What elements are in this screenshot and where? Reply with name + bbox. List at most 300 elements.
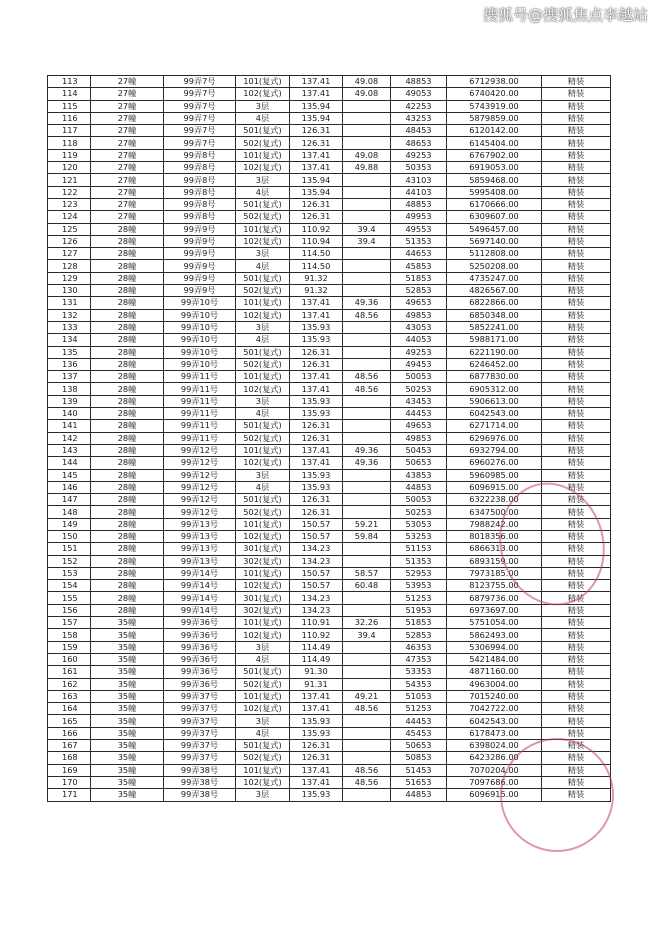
total-price-cell: 6347500.00 (447, 506, 542, 518)
unit-cell: 101(复式) (236, 518, 290, 530)
row-number: 165 (48, 715, 91, 727)
total-price-cell: 6740420.00 (447, 88, 542, 100)
row-number: 161 (48, 666, 91, 678)
building-cell: 28幢 (91, 285, 164, 297)
area-cell: 91.32 (290, 285, 343, 297)
row-number: 145 (48, 469, 91, 481)
row-number: 154 (48, 580, 91, 592)
extra-area-cell: 49.08 (343, 149, 391, 161)
building-cell: 27幢 (91, 149, 164, 161)
building-cell: 28幢 (91, 297, 164, 309)
finish-cell: 精装 (542, 321, 611, 333)
building-cell: 35幢 (91, 776, 164, 788)
row-number: 168 (48, 752, 91, 764)
total-price-cell: 5421484.00 (447, 653, 542, 665)
address-cell: 99弄13号 (164, 530, 236, 542)
area-cell: 135.93 (290, 789, 343, 801)
unit-cell: 3层 (236, 789, 290, 801)
area-cell: 137.41 (290, 88, 343, 100)
unit-price-cell: 49253 (391, 149, 447, 161)
unit-price-cell: 49553 (391, 223, 447, 235)
total-price-cell: 6042543.00 (447, 408, 542, 420)
extra-area-cell: 49.36 (343, 297, 391, 309)
table-row (48, 223, 611, 235)
table-row (48, 666, 611, 678)
total-price-cell: 6767902.00 (447, 149, 542, 161)
total-price-cell: 8018356.00 (447, 530, 542, 542)
extra-area-cell: 49.21 (343, 690, 391, 702)
unit-cell: 502(复式) (236, 358, 290, 370)
row-number: 137 (48, 371, 91, 383)
building-cell: 28幢 (91, 420, 164, 432)
unit-cell: 501(复式) (236, 272, 290, 284)
area-cell: 137.41 (290, 764, 343, 776)
address-cell: 99弄7号 (164, 112, 236, 124)
finish-cell: 精装 (542, 727, 611, 739)
unit-price-cell: 51253 (391, 592, 447, 604)
finish-cell: 精装 (542, 629, 611, 641)
extra-area-cell (343, 125, 391, 137)
total-price-cell: 5751054.00 (447, 617, 542, 629)
area-cell: 134.23 (290, 592, 343, 604)
finish-cell: 精装 (542, 198, 611, 210)
table-row (48, 76, 611, 88)
extra-area-cell (343, 740, 391, 752)
area-cell: 110.94 (290, 235, 343, 247)
address-cell: 99弄37号 (164, 752, 236, 764)
area-cell: 135.93 (290, 395, 343, 407)
area-cell: 134.23 (290, 604, 343, 616)
area-cell: 137.41 (290, 149, 343, 161)
table-row (48, 629, 611, 641)
unit-price-cell: 44103 (391, 186, 447, 198)
unit-price-cell: 51953 (391, 604, 447, 616)
extra-area-cell: 48.56 (343, 703, 391, 715)
table-row (48, 420, 611, 432)
building-cell: 28幢 (91, 248, 164, 260)
price-list-sheet (47, 75, 611, 802)
unit-cell: 101(复式) (236, 444, 290, 456)
extra-area-cell (343, 334, 391, 346)
unit-price-cell: 49053 (391, 88, 447, 100)
area-cell: 137.41 (290, 309, 343, 321)
address-cell: 99弄36号 (164, 653, 236, 665)
row-number: 156 (48, 604, 91, 616)
row-number: 113 (48, 76, 91, 88)
unit-cell: 4层 (236, 727, 290, 739)
finish-cell: 精装 (542, 444, 611, 456)
row-number: 149 (48, 518, 91, 530)
table-row (48, 174, 611, 186)
extra-area-cell: 49.88 (343, 162, 391, 174)
table-row (48, 617, 611, 629)
building-cell: 27幢 (91, 100, 164, 112)
building-cell: 27幢 (91, 162, 164, 174)
address-cell: 99弄11号 (164, 371, 236, 383)
row-number: 130 (48, 285, 91, 297)
extra-area-cell (343, 174, 391, 186)
unit-cell: 3层 (236, 248, 290, 260)
address-cell: 99弄10号 (164, 334, 236, 346)
total-price-cell: 5879859.00 (447, 112, 542, 124)
finish-cell: 精装 (542, 543, 611, 555)
row-number: 123 (48, 198, 91, 210)
row-number: 159 (48, 641, 91, 653)
total-price-cell: 5852241.00 (447, 321, 542, 333)
extra-area-cell: 59.21 (343, 518, 391, 530)
area-cell: 135.94 (290, 174, 343, 186)
area-cell: 135.93 (290, 481, 343, 493)
row-number: 142 (48, 432, 91, 444)
table-row (48, 371, 611, 383)
address-cell: 99弄8号 (164, 198, 236, 210)
finish-cell: 精装 (542, 592, 611, 604)
table-row (48, 248, 611, 260)
finish-cell: 精装 (542, 420, 611, 432)
row-number: 127 (48, 248, 91, 260)
row-number: 140 (48, 408, 91, 420)
row-number: 120 (48, 162, 91, 174)
table-row (48, 125, 611, 137)
extra-area-cell (343, 506, 391, 518)
area-cell: 135.94 (290, 186, 343, 198)
table-row (48, 641, 611, 653)
table-row (48, 260, 611, 272)
building-cell: 35幢 (91, 653, 164, 665)
extra-area-cell: 60.48 (343, 580, 391, 592)
finish-cell: 精装 (542, 715, 611, 727)
area-cell: 126.31 (290, 432, 343, 444)
unit-price-cell: 53953 (391, 580, 447, 592)
extra-area-cell (343, 186, 391, 198)
table-row (48, 235, 611, 247)
unit-cell: 4层 (236, 481, 290, 493)
unit-price-cell: 50853 (391, 752, 447, 764)
unit-price-cell: 43853 (391, 469, 447, 481)
building-cell: 28幢 (91, 408, 164, 420)
building-cell: 35幢 (91, 752, 164, 764)
unit-cell: 101(复式) (236, 567, 290, 579)
area-cell: 137.41 (290, 444, 343, 456)
address-cell: 99弄36号 (164, 617, 236, 629)
total-price-cell: 4963004.00 (447, 678, 542, 690)
table-row (48, 334, 611, 346)
area-cell: 137.41 (290, 297, 343, 309)
row-number: 118 (48, 137, 91, 149)
table-row (48, 678, 611, 690)
row-number: 147 (48, 494, 91, 506)
table-row (48, 432, 611, 444)
unit-price-cell: 48853 (391, 198, 447, 210)
unit-cell: 301(复式) (236, 592, 290, 604)
unit-cell: 102(复式) (236, 309, 290, 321)
building-cell: 28幢 (91, 506, 164, 518)
table-row (48, 297, 611, 309)
unit-cell: 302(复式) (236, 555, 290, 567)
extra-area-cell (343, 789, 391, 801)
address-cell: 99弄12号 (164, 494, 236, 506)
finish-cell: 精装 (542, 346, 611, 358)
unit-price-cell: 46353 (391, 641, 447, 653)
extra-area-cell: 39.4 (343, 629, 391, 641)
row-number: 128 (48, 260, 91, 272)
row-number: 122 (48, 186, 91, 198)
finish-cell: 精装 (542, 469, 611, 481)
area-cell: 134.23 (290, 555, 343, 567)
building-cell: 28幢 (91, 469, 164, 481)
extra-area-cell (343, 285, 391, 297)
extra-area-cell (343, 666, 391, 678)
unit-cell: 3层 (236, 715, 290, 727)
extra-area-cell (343, 752, 391, 764)
address-cell: 99弄12号 (164, 469, 236, 481)
extra-area-cell (343, 248, 391, 260)
building-cell: 28幢 (91, 395, 164, 407)
extra-area-cell: 48.56 (343, 776, 391, 788)
total-price-cell: 5306994.00 (447, 641, 542, 653)
area-cell: 110.92 (290, 223, 343, 235)
row-number: 115 (48, 100, 91, 112)
finish-cell: 精装 (542, 272, 611, 284)
row-number: 125 (48, 223, 91, 235)
area-cell: 137.41 (290, 371, 343, 383)
address-cell: 99弄9号 (164, 223, 236, 235)
unit-price-cell: 51853 (391, 272, 447, 284)
total-price-cell: 7015240.00 (447, 690, 542, 702)
table-row (48, 162, 611, 174)
unit-cell: 101(复式) (236, 149, 290, 161)
building-cell: 28幢 (91, 518, 164, 530)
unit-price-cell: 52853 (391, 629, 447, 641)
row-number: 155 (48, 592, 91, 604)
building-cell: 28幢 (91, 481, 164, 493)
finish-cell: 精装 (542, 112, 611, 124)
address-cell: 99弄36号 (164, 629, 236, 641)
area-cell: 110.91 (290, 617, 343, 629)
unit-cell: 501(复式) (236, 740, 290, 752)
finish-cell: 精装 (542, 518, 611, 530)
table-row (48, 653, 611, 665)
extra-area-cell (343, 358, 391, 370)
finish-cell: 精装 (542, 309, 611, 321)
table-row (48, 198, 611, 210)
address-cell: 99弄38号 (164, 776, 236, 788)
table-row (48, 727, 611, 739)
unit-price-cell: 48853 (391, 76, 447, 88)
area-cell: 135.93 (290, 727, 343, 739)
area-cell: 126.31 (290, 125, 343, 137)
finish-cell: 精装 (542, 666, 611, 678)
total-price-cell: 6246452.00 (447, 358, 542, 370)
total-price-cell: 6822866.00 (447, 297, 542, 309)
area-cell: 137.41 (290, 162, 343, 174)
building-cell: 35幢 (91, 740, 164, 752)
extra-area-cell: 49.36 (343, 457, 391, 469)
address-cell: 99弄8号 (164, 186, 236, 198)
table-row (48, 457, 611, 469)
unit-cell: 501(复式) (236, 494, 290, 506)
unit-cell: 102(复式) (236, 776, 290, 788)
row-number: 124 (48, 211, 91, 223)
total-price-cell: 7042722.00 (447, 703, 542, 715)
total-price-cell: 6170666.00 (447, 198, 542, 210)
finish-cell: 精装 (542, 100, 611, 112)
building-cell: 35幢 (91, 678, 164, 690)
unit-price-cell: 53253 (391, 530, 447, 542)
unit-cell: 502(复式) (236, 678, 290, 690)
address-cell: 99弄7号 (164, 125, 236, 137)
finish-cell: 精装 (542, 174, 611, 186)
total-price-cell: 4826567.00 (447, 285, 542, 297)
unit-cell: 101(复式) (236, 690, 290, 702)
building-cell: 28幢 (91, 223, 164, 235)
table-row (48, 309, 611, 321)
extra-area-cell (343, 100, 391, 112)
unit-price-cell: 51353 (391, 235, 447, 247)
extra-area-cell (343, 481, 391, 493)
address-cell: 99弄37号 (164, 703, 236, 715)
area-cell: 126.31 (290, 506, 343, 518)
area-cell: 91.32 (290, 272, 343, 284)
building-cell: 28幢 (91, 530, 164, 542)
row-number: 144 (48, 457, 91, 469)
total-price-cell: 6960276.00 (447, 457, 542, 469)
area-cell: 114.50 (290, 260, 343, 272)
unit-cell: 101(复式) (236, 297, 290, 309)
finish-cell: 精装 (542, 567, 611, 579)
address-cell: 99弄11号 (164, 395, 236, 407)
unit-cell: 501(复式) (236, 420, 290, 432)
table-row (48, 358, 611, 370)
unit-cell: 3层 (236, 321, 290, 333)
address-cell: 99弄7号 (164, 100, 236, 112)
total-price-cell: 5496457.00 (447, 223, 542, 235)
unit-cell: 101(复式) (236, 764, 290, 776)
unit-cell: 502(复式) (236, 285, 290, 297)
address-cell: 99弄8号 (164, 211, 236, 223)
table-body (48, 76, 611, 802)
total-price-cell: 6042543.00 (447, 715, 542, 727)
table-row (48, 285, 611, 297)
unit-price-cell: 52853 (391, 285, 447, 297)
total-price-cell: 7070204.00 (447, 764, 542, 776)
area-cell: 135.93 (290, 321, 343, 333)
unit-price-cell: 53053 (391, 518, 447, 530)
address-cell: 99弄13号 (164, 518, 236, 530)
unit-price-cell: 45453 (391, 727, 447, 739)
table-row (48, 137, 611, 149)
unit-price-cell: 50453 (391, 444, 447, 456)
finish-cell: 精装 (542, 703, 611, 715)
area-cell: 137.41 (290, 703, 343, 715)
address-cell: 99弄8号 (164, 174, 236, 186)
unit-cell: 102(复式) (236, 162, 290, 174)
finish-cell: 精装 (542, 162, 611, 174)
extra-area-cell (343, 678, 391, 690)
total-price-cell: 6221190.00 (447, 346, 542, 358)
area-cell: 150.57 (290, 567, 343, 579)
row-number: 157 (48, 617, 91, 629)
area-cell: 135.93 (290, 334, 343, 346)
unit-cell: 101(复式) (236, 223, 290, 235)
total-price-cell: 5988171.00 (447, 334, 542, 346)
address-cell: 99弄38号 (164, 764, 236, 776)
finish-cell: 精装 (542, 530, 611, 542)
total-price-cell: 6309607.00 (447, 211, 542, 223)
building-cell: 27幢 (91, 76, 164, 88)
unit-cell: 101(复式) (236, 617, 290, 629)
address-cell: 99弄11号 (164, 383, 236, 395)
address-cell: 99弄7号 (164, 76, 236, 88)
finish-cell: 精装 (542, 776, 611, 788)
unit-price-cell: 50653 (391, 457, 447, 469)
unit-price-cell: 51353 (391, 555, 447, 567)
unit-price-cell: 44853 (391, 481, 447, 493)
row-number: 129 (48, 272, 91, 284)
finish-cell: 精装 (542, 137, 611, 149)
building-cell: 35幢 (91, 789, 164, 801)
extra-area-cell: 48.56 (343, 309, 391, 321)
finish-cell: 精装 (542, 371, 611, 383)
area-cell: 126.31 (290, 137, 343, 149)
finish-cell: 精装 (542, 408, 611, 420)
finish-cell: 精装 (542, 211, 611, 223)
extra-area-cell: 49.36 (343, 444, 391, 456)
finish-cell: 精装 (542, 604, 611, 616)
unit-cell: 502(复式) (236, 752, 290, 764)
unit-price-cell: 42253 (391, 100, 447, 112)
row-number: 166 (48, 727, 91, 739)
table-row (48, 211, 611, 223)
address-cell: 99弄8号 (164, 162, 236, 174)
address-cell: 99弄12号 (164, 481, 236, 493)
extra-area-cell: 39.4 (343, 223, 391, 235)
building-cell: 28幢 (91, 444, 164, 456)
address-cell: 99弄9号 (164, 235, 236, 247)
address-cell: 99弄37号 (164, 715, 236, 727)
unit-cell: 502(复式) (236, 432, 290, 444)
total-price-cell: 6919053.00 (447, 162, 542, 174)
unit-cell: 501(复式) (236, 125, 290, 137)
table-row (48, 408, 611, 420)
row-number: 150 (48, 530, 91, 542)
area-cell: 150.57 (290, 530, 343, 542)
total-price-cell: 6712938.00 (447, 76, 542, 88)
unit-cell: 102(复式) (236, 457, 290, 469)
finish-cell: 精装 (542, 149, 611, 161)
unit-cell: 4层 (236, 112, 290, 124)
watermark-text: 搜狐号@搜狐焦点李越站 (482, 6, 648, 24)
total-price-cell: 5906613.00 (447, 395, 542, 407)
address-cell: 99弄37号 (164, 690, 236, 702)
table-row (48, 88, 611, 100)
row-number: 164 (48, 703, 91, 715)
finish-cell: 精装 (542, 248, 611, 260)
unit-cell: 502(复式) (236, 137, 290, 149)
unit-cell: 102(复式) (236, 703, 290, 715)
address-cell: 99弄10号 (164, 321, 236, 333)
total-price-cell: 6120142.00 (447, 125, 542, 137)
unit-price-cell: 53353 (391, 666, 447, 678)
unit-price-cell: 49453 (391, 358, 447, 370)
area-cell: 137.41 (290, 690, 343, 702)
row-number: 152 (48, 555, 91, 567)
total-price-cell: 5995408.00 (447, 186, 542, 198)
finish-cell: 精装 (542, 395, 611, 407)
building-cell: 28幢 (91, 604, 164, 616)
extra-area-cell (343, 592, 391, 604)
row-number: 171 (48, 789, 91, 801)
